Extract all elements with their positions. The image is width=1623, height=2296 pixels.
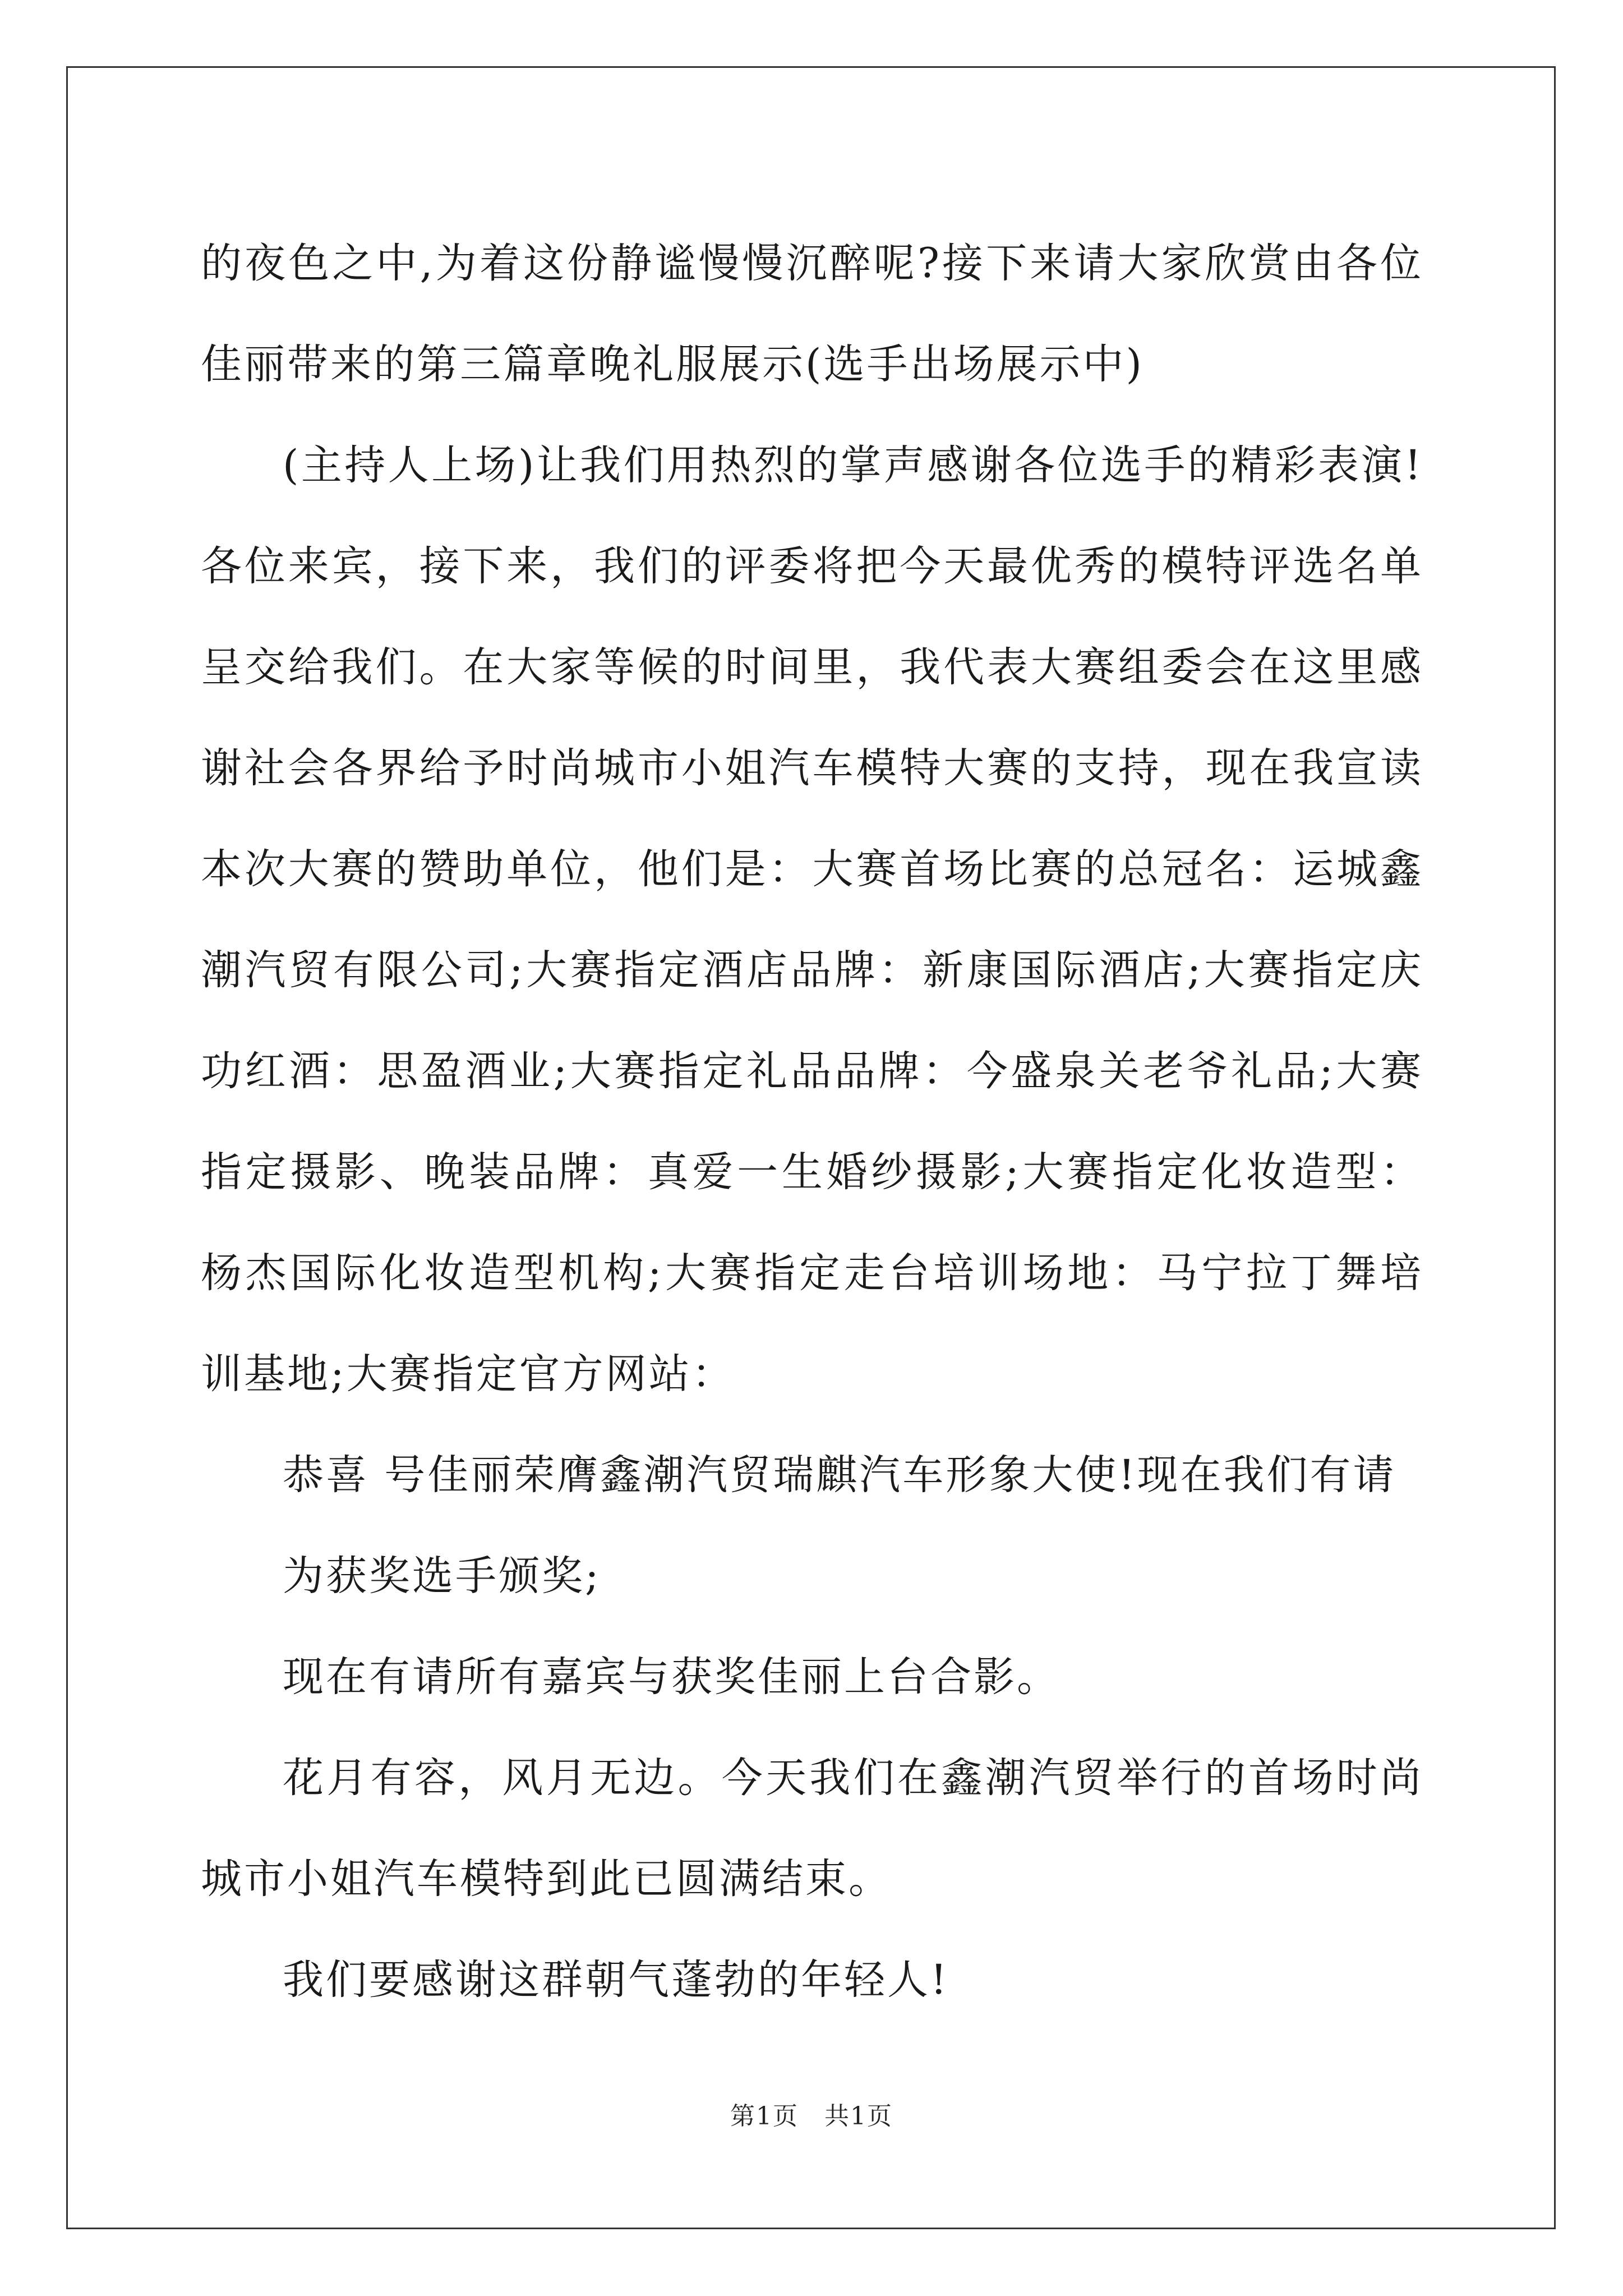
paragraph-6: 花月有容，风月无边。今天我们在鑫潮汽贸举行的首场时尚城市小姐汽车模特到此已圆满结束。 <box>201 1754 1423 1903</box>
document-body <box>201 213 1423 2031</box>
paragraph-3: 恭喜 号佳丽荣膺鑫潮汽贸瑞麒汽车形象大使!现在我们有请 <box>283 1451 1396 1499</box>
paragraph-1: 的夜色之中,为着这份静谧慢慢沉醉呢?接下来请大家欣赏由各位佳丽带来的第三篇章晚礼服展示(选手出场展示中) <box>201 240 1423 388</box>
page-footer: 第1页 共1页 <box>730 2102 893 2131</box>
paragraph-7: 我们要感谢这群朝气蓬勃的年轻人! <box>283 1956 949 2004</box>
paragraph-2: (主持人上场)让我们用热烈的掌声感谢各位选手的精彩表演!各位来宾，接下来，我们的评委将把今天最优秀的模特评选名单呈交给我们。在大家等候的时间里，我代表大赛组委会在这里感谢社会各界给予时尚城市小姐汽车模特大赛的支持，现在我宣读本次大赛的赞助单位，他们是：大赛首场比赛的总冠名：运城鑫潮汽贸有限公司;大赛指定酒店品牌：新康国际酒店;大赛指定庆功红酒：思盈酒业;大赛指定礼品品牌：今盛泉关老爷礼品;大赛指定摄影、晚装品牌：真爱一生婚纱摄影;大赛指定化妆造型：杨杰国际化妆造型机构;大赛指定走台培训场地：马宁拉丁舞培训基地;大赛指定官方网站： <box>201 441 1423 1398</box>
paragraph-5: 现在有请所有嘉宾与获奖佳丽上台合影。 <box>283 1653 1060 1701</box>
paragraph-4: 为获奖选手颁奖; <box>283 1552 601 1600</box>
